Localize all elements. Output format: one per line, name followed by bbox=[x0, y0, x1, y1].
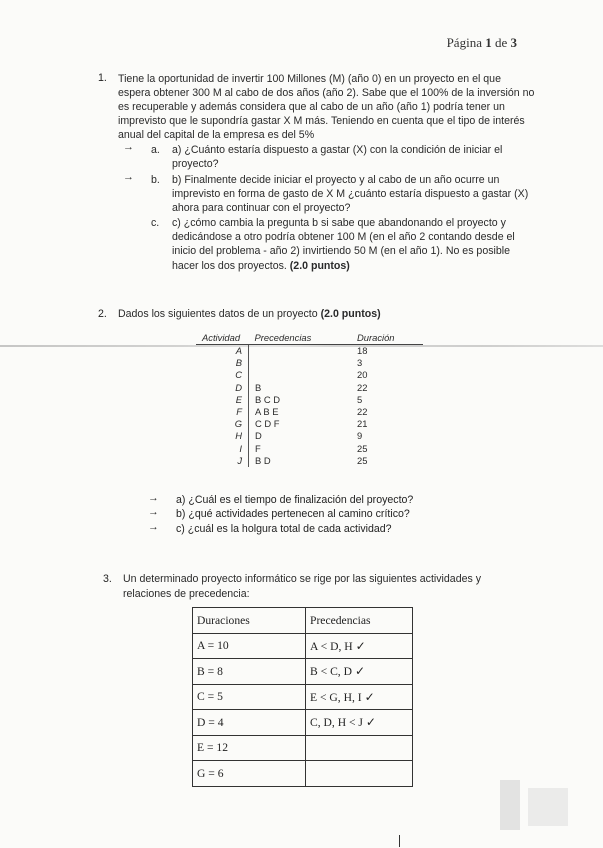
q1-points: (2.0 puntos) bbox=[289, 260, 350, 272]
col-actividad: Actividad bbox=[196, 332, 249, 345]
precedence-cell: D bbox=[255, 430, 262, 442]
q1-item-a-line-1: a) ¿Cuánto estaría dispuesto a gastar (X) con la condición de iniciar el bbox=[172, 144, 503, 156]
q1-item-b-line-1: b) Finalmente decide iniciar el proyecto y al cabo de un año ocurre un bbox=[172, 174, 500, 186]
duration-value: E = 12 bbox=[193, 735, 306, 761]
duration-value: C = 5 bbox=[193, 684, 306, 710]
precedence-cell: C D F bbox=[255, 418, 280, 430]
q2-item-a: a) ¿Cuál es el tiempo de finalización del proyecto? bbox=[176, 494, 414, 506]
duration-cell: 20 bbox=[357, 369, 368, 381]
activity-cell: F bbox=[196, 406, 249, 418]
q2-prompt: Dados los siguientes datos de un proyecto (2.0 puntos) bbox=[118, 308, 381, 320]
duration-value: D = 4 bbox=[193, 710, 306, 736]
precedence-value: E < G, H, I ✓ bbox=[306, 684, 413, 710]
precedence-cell bbox=[249, 345, 334, 358]
q1-item-c-label: c. bbox=[151, 217, 160, 229]
activity-row bbox=[196, 418, 423, 430]
activity-row bbox=[196, 443, 423, 455]
activity-row bbox=[196, 357, 423, 369]
activity-row bbox=[196, 382, 423, 394]
col-duracion: Duración bbox=[333, 332, 423, 345]
q1-line-2: espera obtener 300 M al cabo de dos años (año 2). Sabe que el 100% de la inversión no bbox=[118, 87, 535, 99]
duration-cell: 9 bbox=[357, 430, 363, 442]
col-duraciones: Duraciones bbox=[193, 608, 306, 634]
activity-row bbox=[196, 430, 423, 442]
q1-line-1: Tiene la oportunidad de invertir 100 Millones (M) (año 0) en un proyecto en el que bbox=[118, 73, 501, 85]
precedence-row bbox=[193, 684, 413, 710]
duration-value: A = 10 bbox=[193, 633, 306, 659]
scan-tick-mark bbox=[399, 835, 400, 847]
q3-line-1: Un determinado proyecto informático se rige por las siguientes actividades y bbox=[123, 573, 482, 585]
q1-number: 1. bbox=[98, 72, 107, 84]
duration-cell: 25 bbox=[357, 442, 368, 454]
q2-number: 2. bbox=[98, 308, 107, 320]
precedence-cell: A B E bbox=[255, 406, 279, 418]
q3-line-2: relaciones de precedencia: bbox=[123, 588, 250, 600]
precedence-cell bbox=[249, 357, 334, 369]
activity-cell: D bbox=[196, 382, 249, 394]
precedence-row bbox=[193, 761, 413, 787]
activity-row bbox=[196, 406, 423, 418]
q1-item-c-line-1: c) ¿cómo cambia la pregunta b si sabe que abandonando el proyecto y bbox=[172, 217, 506, 229]
precedence-row bbox=[193, 633, 413, 659]
handwritten-check-icon: ✓ bbox=[364, 689, 375, 704]
duration-cell: 21 bbox=[357, 418, 368, 430]
precedence-value bbox=[306, 761, 413, 787]
precedence-value: A < D, H ✓ bbox=[306, 633, 413, 659]
duration-value: G = 6 bbox=[193, 761, 306, 787]
duration-cell: 22 bbox=[357, 406, 368, 418]
page-number: Página 1 de 3 bbox=[446, 35, 517, 50]
scan-smudge bbox=[528, 788, 568, 826]
q2-points: (2.0 puntos) bbox=[320, 308, 381, 320]
handwritten-arrow-icon: → bbox=[123, 171, 134, 183]
handwritten-arrow-icon: → bbox=[148, 506, 159, 518]
precedence-cell: B C D bbox=[255, 393, 281, 405]
scan-smudge bbox=[500, 780, 520, 830]
precedence-value: B < C, D ✓ bbox=[306, 659, 413, 685]
handwritten-arrow-icon: → bbox=[123, 141, 134, 153]
duration-cell: 22 bbox=[357, 381, 368, 393]
activity-cell: H bbox=[196, 430, 249, 442]
precedence-cell: F bbox=[255, 442, 261, 454]
precedence-table bbox=[192, 607, 413, 787]
q2-item-c: c) ¿cuál es la holgura total de cada actividad? bbox=[176, 523, 392, 535]
q2-item-b: b) ¿qué actividades pertenecen al camino crítico? bbox=[176, 508, 410, 520]
activity-cell: B bbox=[196, 357, 249, 369]
activity-cell: E bbox=[196, 394, 249, 406]
q1-item-c-line-4: hacer los dos proyectos. (2.0 puntos) bbox=[172, 260, 350, 272]
q1-item-c-line-2: dedicándose a otro podría obtener 100 M (en el año 2 contando desde el bbox=[172, 231, 515, 243]
duration-cell: 5 bbox=[357, 393, 363, 405]
activity-row bbox=[196, 369, 423, 381]
q3-number: 3. bbox=[103, 573, 112, 585]
handwritten-arrow-icon: → bbox=[148, 492, 159, 504]
precedence-row bbox=[193, 735, 413, 761]
q1-item-b-label: b. bbox=[151, 174, 160, 186]
activity-cell: C bbox=[196, 369, 249, 381]
duration-cell: 18 bbox=[357, 345, 368, 356]
precedence-header-row bbox=[193, 608, 413, 634]
activity-row bbox=[196, 455, 423, 467]
col-precedencias: Precedencias bbox=[249, 332, 334, 345]
q1-line-3: es recuperable y además considera que al cabo de un año (año 1) podría tener un bbox=[118, 101, 505, 113]
handwritten-check-icon: ✓ bbox=[354, 664, 366, 679]
q1-item-c-line-3: inicio del problema - año 2) invirtiendo 50 M (en el año 1). No es posible bbox=[172, 245, 511, 257]
handwritten-check-icon: ✓ bbox=[365, 715, 376, 730]
precedence-row bbox=[193, 710, 413, 736]
activity-table-body bbox=[196, 345, 423, 468]
activity-cell: I bbox=[196, 443, 249, 455]
q1-item-b-line-3: ahora para continuar con el proyecto? bbox=[172, 202, 351, 214]
duration-cell: 3 bbox=[357, 357, 363, 369]
activity-row bbox=[196, 345, 423, 358]
precedence-cell: B bbox=[255, 381, 262, 393]
activity-table bbox=[196, 332, 423, 467]
precedence-value: C, D, H < J ✓ bbox=[306, 710, 413, 736]
handwritten-check-icon: ✓ bbox=[355, 638, 366, 653]
precedence-value bbox=[306, 735, 413, 761]
col-precedencias: Precedencias bbox=[306, 608, 413, 634]
activity-cell: A bbox=[196, 345, 249, 358]
duration-value: B = 8 bbox=[193, 659, 306, 685]
q1-item-a-line-2: proyecto? bbox=[172, 158, 219, 170]
q1-item-b-line-2: imprevisto en forma de gasto de X M ¿cuánto estaría dispuesto a gastar (X) bbox=[172, 188, 529, 200]
handwritten-arrow-icon: → bbox=[148, 521, 159, 533]
q1-line-4: imprevisto que le supondría gastar X M más. Teniendo en cuenta que el tipo de interés bbox=[118, 115, 525, 127]
precedence-cell bbox=[249, 369, 334, 381]
activity-cell: J bbox=[196, 455, 249, 467]
precedence-cell: B D bbox=[255, 454, 271, 466]
q1-line-5: anual del capital de la empresa es del 5% bbox=[118, 129, 315, 141]
q1-item-a-label: a. bbox=[151, 144, 160, 156]
precedence-row bbox=[193, 659, 413, 685]
precedence-table-body bbox=[193, 608, 413, 787]
duration-cell: 25 bbox=[357, 454, 368, 466]
activity-row bbox=[196, 394, 423, 406]
activity-cell: G bbox=[196, 418, 249, 430]
